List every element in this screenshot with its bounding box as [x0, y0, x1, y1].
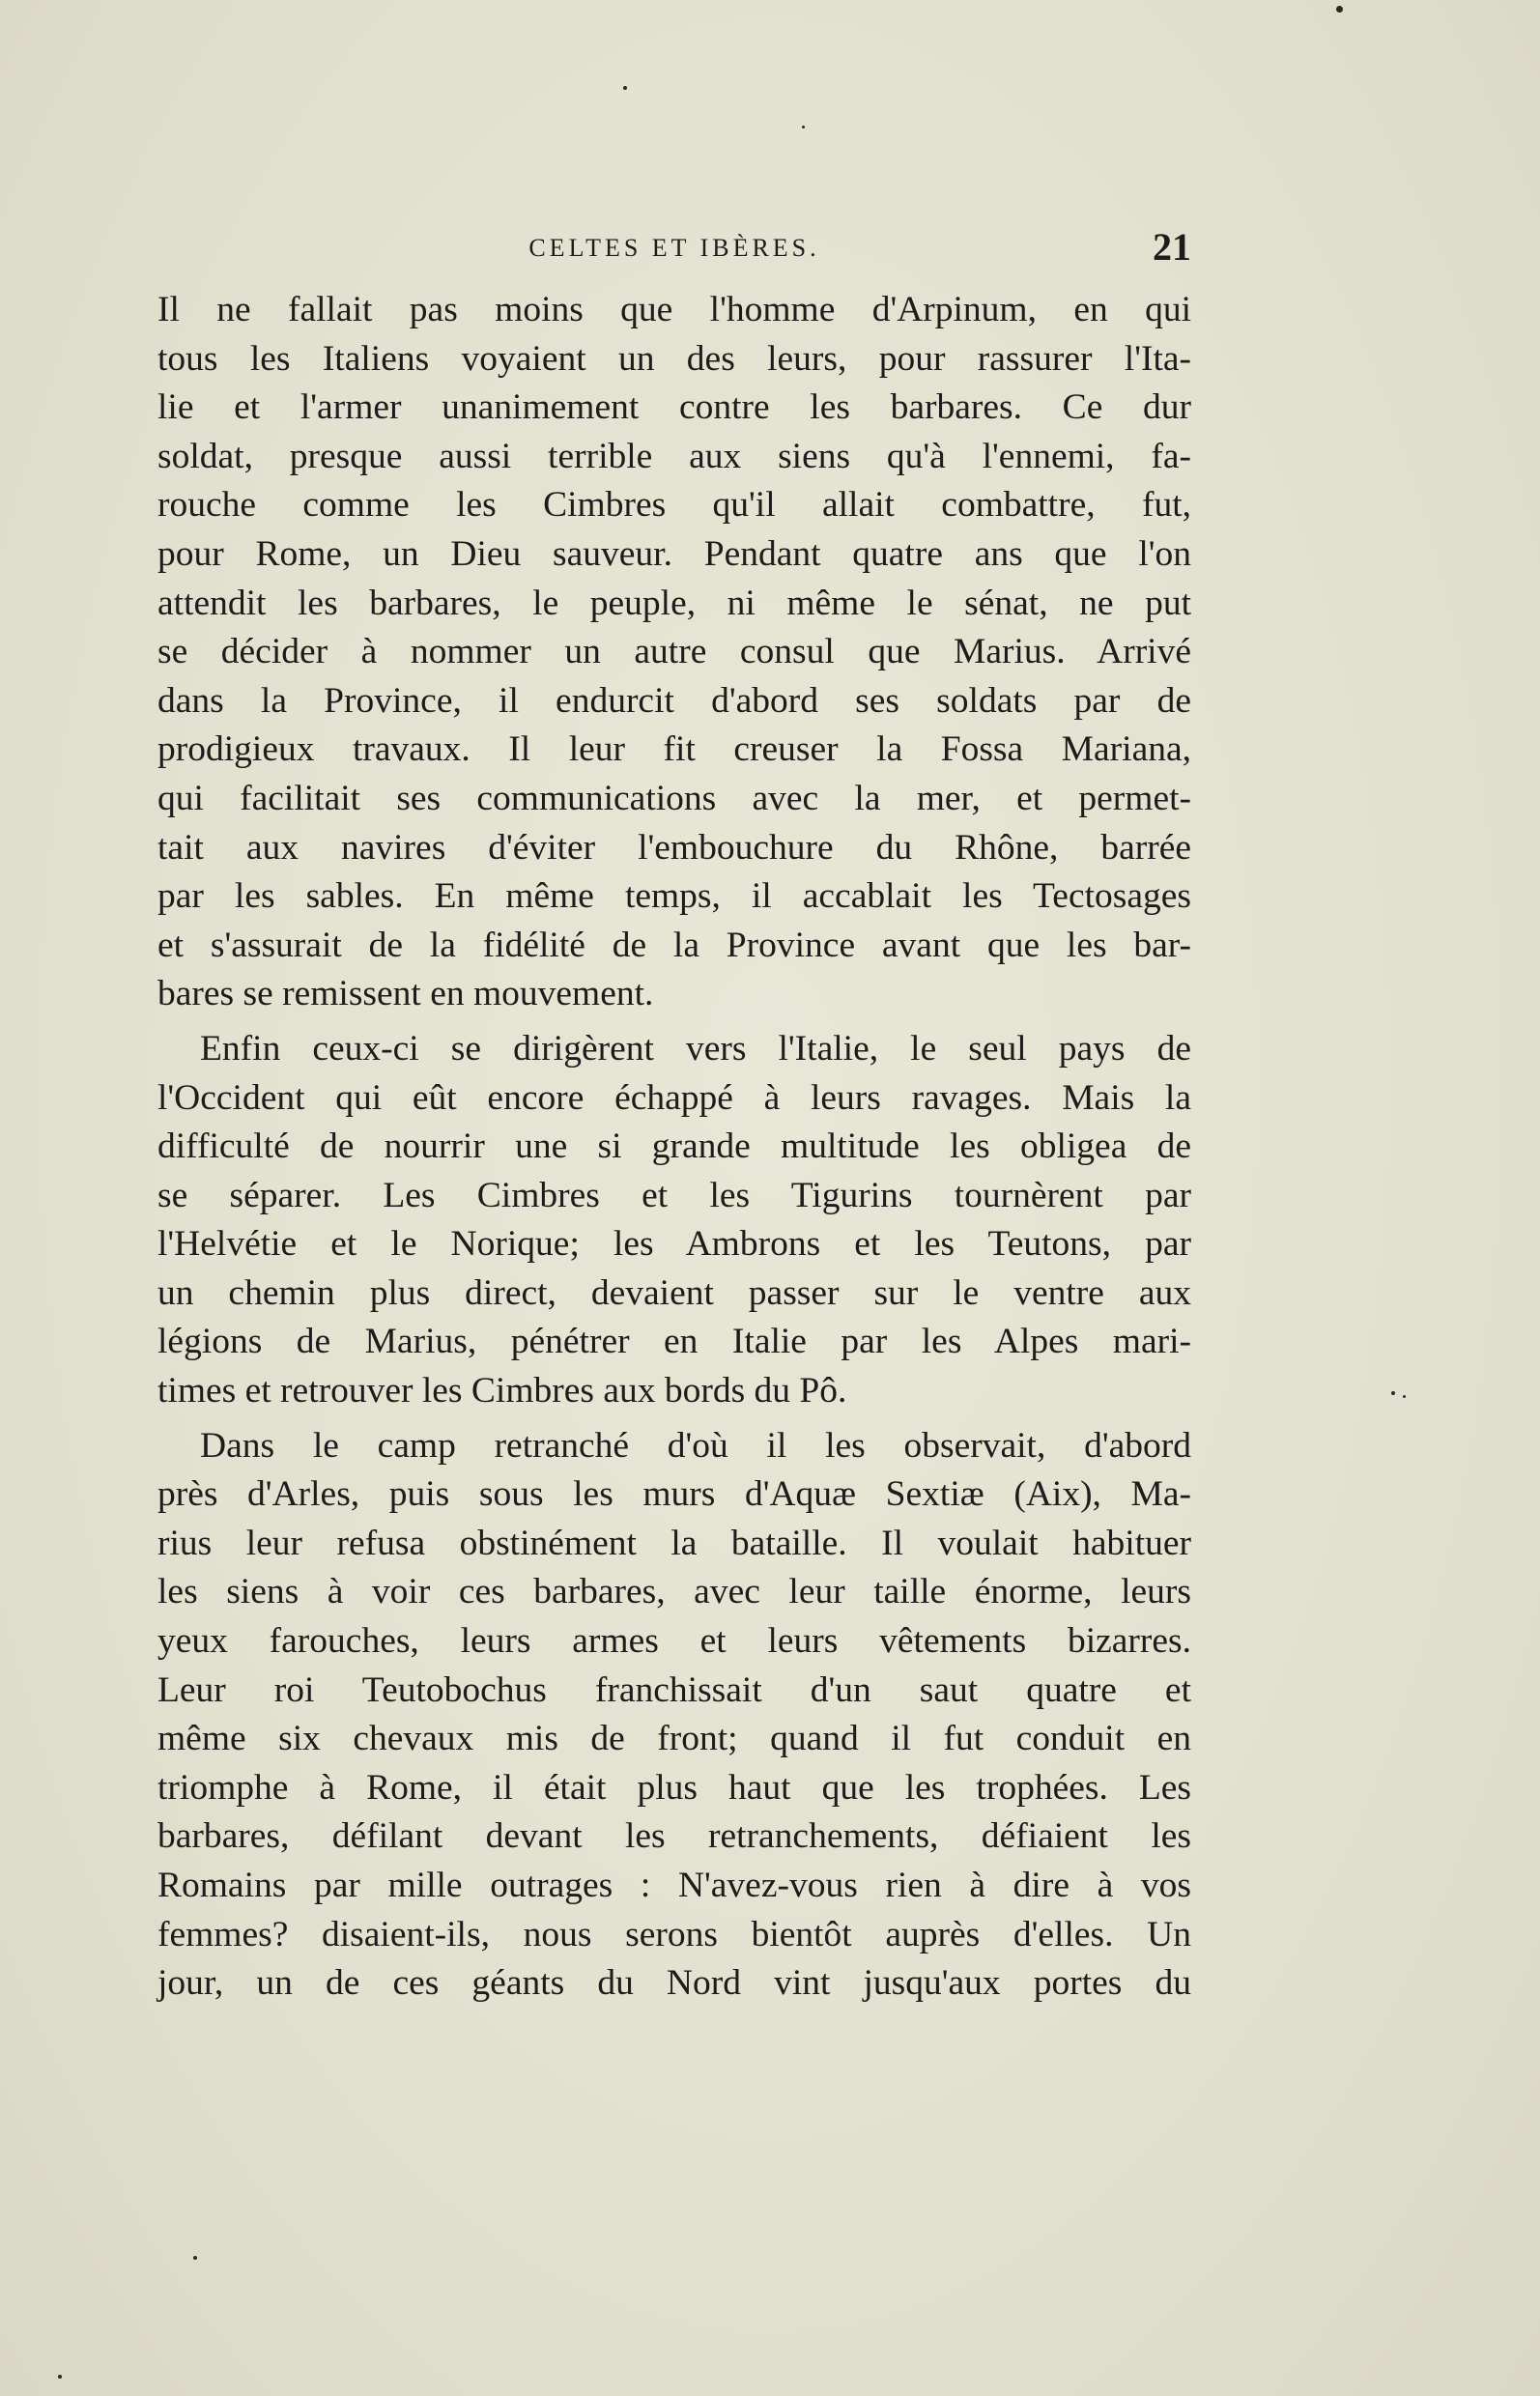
text-line: Romains par mille outrages : N'avez-vous rien à dire à vos [157, 1866, 1191, 1905]
text-line: tait aux navires d'éviter l'embouchure du Rhône, barrée [157, 827, 1191, 868]
text-line: jour, un de ces géants du Nord vint jusqu'aux portes du [157, 1963, 1191, 2004]
paragraph [157, 1025, 1191, 1416]
paper-speck [623, 86, 627, 90]
text-line: près d'Arles, puis sous les murs d'Aquæ Sextiæ (Aix), Ma- [157, 1474, 1191, 1515]
text-line: rius leur refusa obstinément la bataille. Il voulait habituer [157, 1523, 1191, 1563]
text-line: l'Occident qui eût encore échappé à leurs ravages. Mais la [157, 1077, 1191, 1118]
text-line: prodigieux travaux. Il leur fit creuser la Fossa Mariana, [157, 729, 1191, 770]
text-line: soldat, presque aussi terrible aux siens qu'à l'ennemi, fa- [157, 436, 1191, 476]
paragraph [157, 286, 1191, 1019]
text-line: un chemin plus direct, devaient passer sur le ventre aux [157, 1272, 1191, 1313]
text-line: les siens à voir ces barbares, avec leur taille énorme, leurs [157, 1572, 1191, 1612]
text-line: attendit les barbares, le peuple, ni même le sénat, ne put [157, 583, 1191, 623]
paper-speck [1403, 1395, 1406, 1398]
paragraph [157, 1422, 1191, 2009]
text-line: bares se remissent en mouvement. [157, 974, 654, 1014]
text-line: dans la Province, il endurcit d'abord ses soldats par de [157, 680, 1191, 721]
paper-speck [58, 2375, 62, 2379]
body-text [157, 286, 1191, 2009]
text-line: times et retrouver les Cimbres aux bords du Pô. [157, 1371, 847, 1412]
running-title: CELTES ET IBÈRES. [528, 234, 820, 262]
text-line: Enfin ceux-ci se dirigèrent vers l'Italie, le seul pays de [200, 1028, 1191, 1069]
paper-speck [193, 2256, 197, 2260]
page-number: 21 [1153, 225, 1191, 269]
text-line: se décider à nommer un autre consul que Marius. Arrivé [157, 632, 1191, 672]
text-line: légions de Marius, pénétrer en Italie par les Alpes mari- [157, 1322, 1191, 1362]
text-line: par les sables. En même temps, il accablait les Tectosages [157, 876, 1191, 917]
text-line: femmes? disaient-ils, nous serons bientôt auprès d'elles. Un [157, 1914, 1191, 1954]
text-line: rouche comme les Cimbres qu'il allait combattre, fut, [157, 485, 1191, 526]
text-line: Dans le camp retranché d'où il les observait, d'abord [200, 1425, 1191, 1466]
page-header [157, 224, 1191, 278]
text-line: Leur roi Teutobochus franchissait d'un saut quatre et [157, 1669, 1191, 1710]
text-line: même six chevaux mis de front; quand il fut conduit en [157, 1719, 1191, 1759]
text-line: se séparer. Les Cimbres et les Tigurins tournèrent par [157, 1175, 1191, 1215]
text-line: yeux farouches, leurs armes et leurs vêtements bizarres. [157, 1621, 1191, 1662]
text-line: et s'assurait de la fidélité de la Province avant que les bar- [157, 925, 1191, 965]
text-line: difficulté de nourrir une si grande multitude les obligea de [157, 1127, 1191, 1167]
text-line: tous les Italiens voyaient un des leurs, pour rassurer l'Ita- [157, 338, 1191, 379]
text-line: barbares, défilant devant les retranchements, défiaient les [157, 1816, 1191, 1857]
text-line: Il ne fallait pas moins que l'homme d'Arpinum, en qui [157, 290, 1191, 329]
text-line: triomphe à Rome, il était plus haut que les trophées. Les [157, 1767, 1191, 1808]
paper-speck [1336, 6, 1343, 13]
text-line: l'Helvétie et le Norique; les Ambrons et les Teutons, par [157, 1224, 1191, 1265]
paper-speck [1391, 1391, 1395, 1395]
paper-speck [802, 126, 805, 128]
text-line: qui facilitait ses communications avec la mer, et permet- [157, 778, 1191, 818]
text-line: pour Rome, un Dieu sauveur. Pendant quatre ans que l'on [157, 533, 1191, 574]
text-line: lie et l'armer unanimement contre les barbares. Ce dur [157, 387, 1191, 428]
